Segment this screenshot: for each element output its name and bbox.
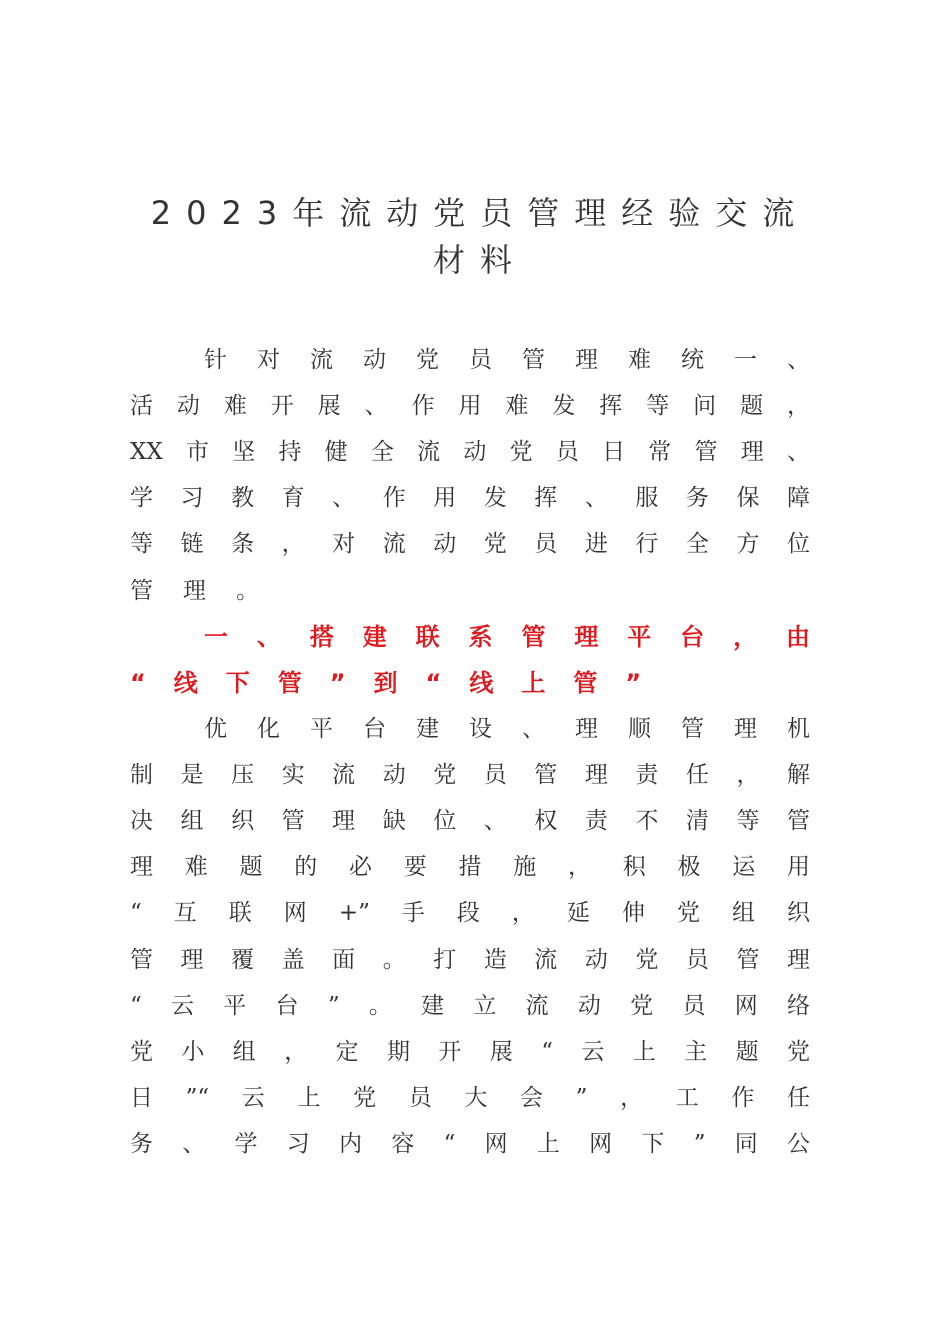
paragraph-line: “互联网+”手段，延伸党组织 [130, 900, 810, 926]
paragraph-line: 等链条，对流动党员进行全方位 [130, 531, 810, 557]
paragraph-line: XX市坚持健全流动党员日常管理、 [130, 439, 810, 465]
paragraph-line: 学习教育、作用发挥、服务保障 [130, 485, 810, 511]
paragraph-line: 决组织管理缺位、权责不清等管 [130, 808, 810, 834]
paragraph-line: 日”“云上党员大会”，工作任 [130, 1085, 810, 1111]
paragraph-line: 党小组，定期开展“云上主题党 [130, 1039, 810, 1065]
paragraph-line: 管理。 [130, 578, 289, 604]
paragraph-line: 务、学习内容“网上网下”同公 [130, 1131, 810, 1157]
paragraph-line: 针对流动党员管理难统一、 [204, 347, 810, 373]
paragraph-line: 制是压实流动党员管理责任，解 [130, 762, 810, 788]
document-title-line-2: 材料 [432, 241, 527, 279]
paragraph-line: 优化平台建设、理顺管理机 [204, 716, 810, 742]
paragraph-line: “云平台”。建立流动党员网络 [130, 993, 810, 1019]
paragraph-line: 理难题的必要措施，积极运用 [130, 854, 810, 880]
paragraph-line: 管理覆盖面。打造流动党员管理 [130, 947, 810, 973]
paragraph-line: 活动难开展、作用难发挥等问题， [130, 393, 810, 419]
section-heading-line-1: 一、搭建联系管理平台，由 [204, 623, 810, 651]
section-heading-line-2: “线下管”到“线上管” [130, 669, 670, 697]
document-title-line-1: 2023年流动党员管理经验交流 [150, 194, 810, 232]
